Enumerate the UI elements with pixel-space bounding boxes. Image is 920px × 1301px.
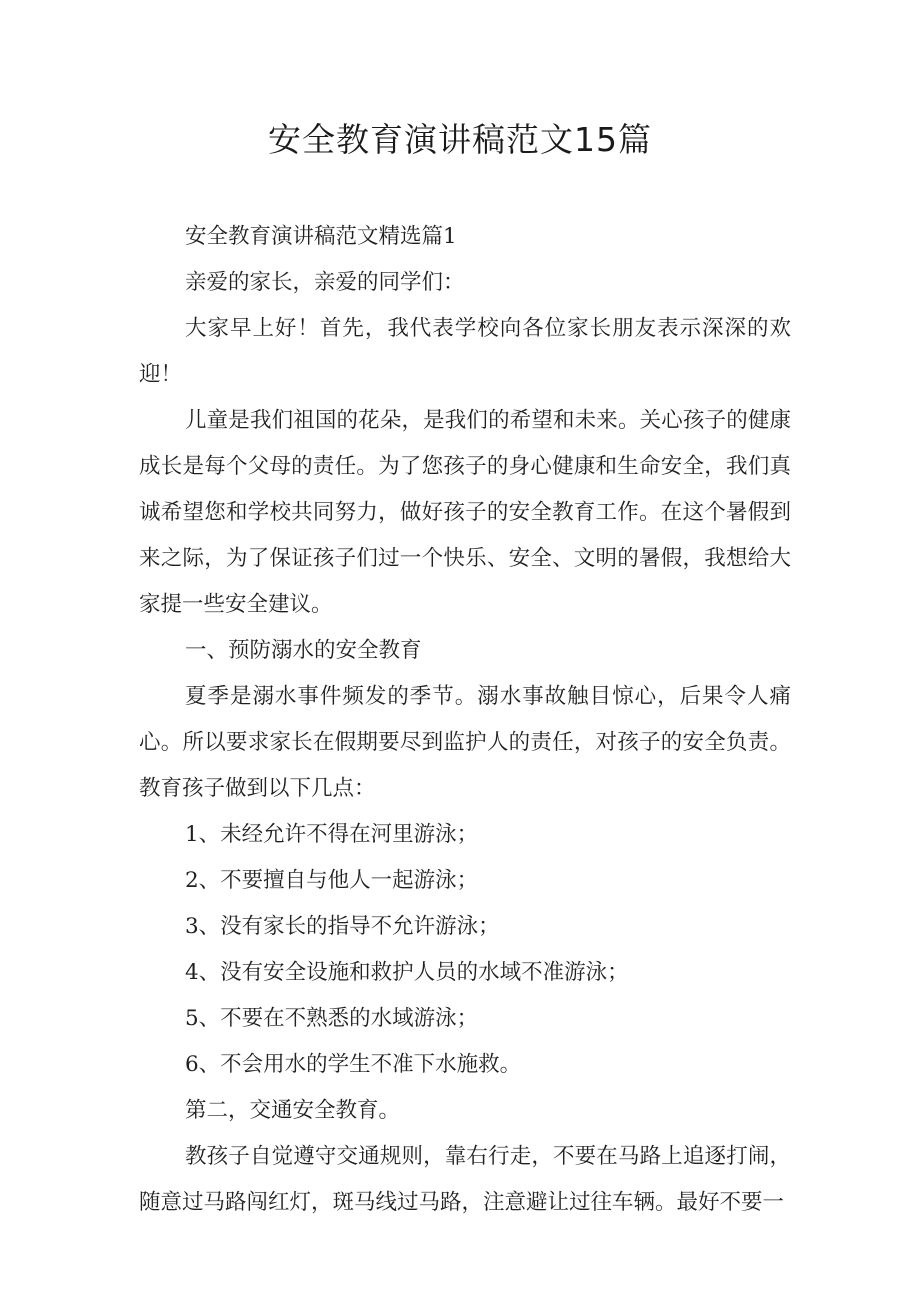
list-item: 2、不要擅自与他人一起游泳； — [185, 868, 479, 893]
section-subtitle: 安全教育演讲稿范文精选篇1 — [185, 224, 457, 249]
list-item: 3、没有家长的指导不允许游泳； — [185, 914, 500, 939]
list-item: 5、不要在不熟悉的水域游泳； — [185, 1006, 479, 1031]
salutation: 亲爱的家长，亲爱的同学们： — [185, 270, 465, 295]
list-item: 4、没有安全设施和救护人员的水域不准游泳； — [185, 960, 629, 985]
section-heading-drowning: 一、预防溺水的安全教育 — [185, 638, 422, 663]
section-heading-traffic: 第二，交通安全教育。 — [185, 1098, 401, 1123]
document-body — [139, 214, 791, 1226]
paragraph-intro: 儿童是我们祖国的花朵，是我们的希望和未来。关心孩子的健康成长是每个父母的责任。为了您孩子的身心健康和生命安全，我们真诚希望您和学校共同努力，做好孩子的安全教育工作。在这个暑假到来之际，为了保证孩子们过一个快乐、安全、文明的暑假，我想给大家提一些安全建议。 — [139, 408, 791, 617]
document-title: 安全教育演讲稿范文15篇 — [268, 120, 652, 159]
list-item: 6、不会用水的学生不准下水施救。 — [185, 1052, 522, 1077]
paragraph-greeting: 大家早上好！首先，我代表学校向各位家长朋友表示深深的欢迎！ — [139, 316, 791, 387]
paragraph-drowning: 夏季是溺水事件频发的季节。溺水事故触目惊心，后果令人痛心。所以要求家长在假期要尽到监护人的责任，对孩子的安全负责。教育孩子做到以下几点： — [139, 684, 791, 801]
list-item: 1、未经允许不得在河里游泳； — [185, 822, 479, 847]
paragraph-traffic: 教孩子自觉遵守交通规则，靠右行走，不要在马路上追逐打闹，随意过马路闯红灯，斑马线过马路，注意避让过往车辆。最好不要一 — [139, 1144, 791, 1215]
